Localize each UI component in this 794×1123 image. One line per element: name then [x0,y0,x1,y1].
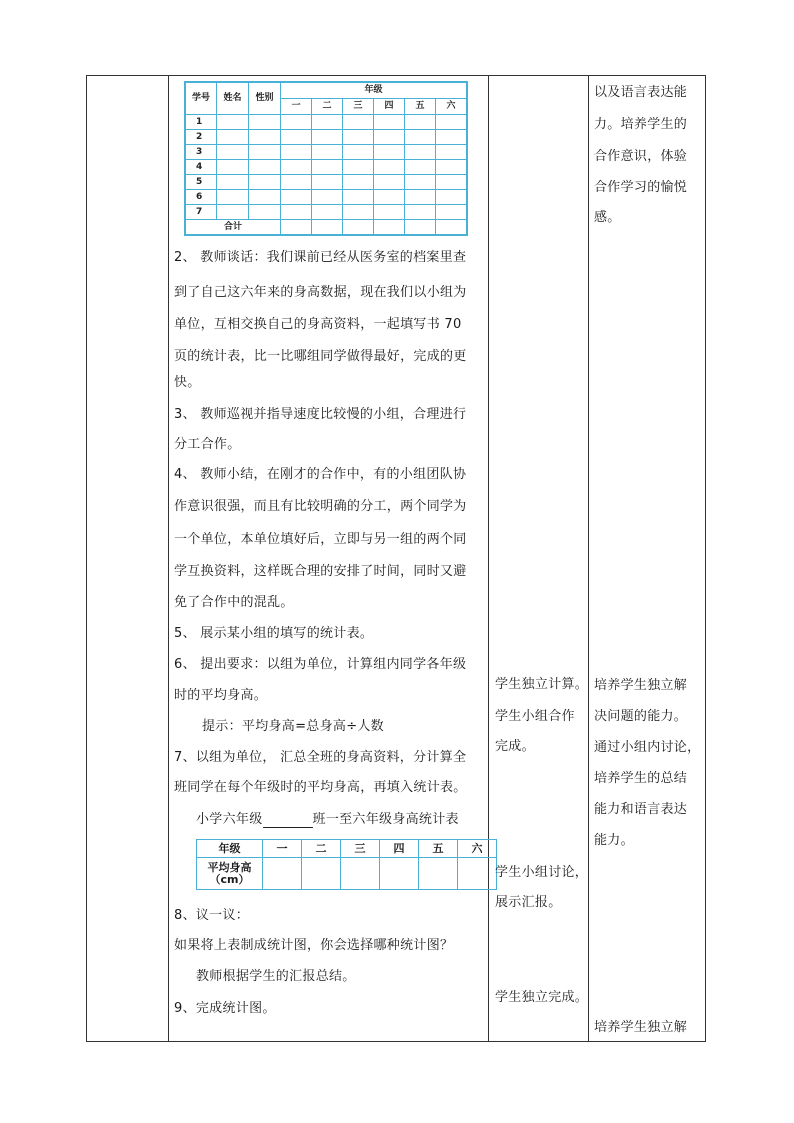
average-height-table [196,839,497,890]
grade-6: 六 [436,99,468,115]
caption-after: 班一至六年级身高统计表 [312,812,459,827]
grade-2: 二 [312,99,343,115]
activity-p6-line2: 时的平均身高。 [174,688,268,703]
activity-p4-line5: 免了合作中的混乱。 [174,595,294,610]
grade-1: 一 [281,99,312,115]
table-caption [196,812,459,828]
avg-grade-6: 六 [458,840,497,858]
column-divider-3 [588,76,589,1041]
activity-p2-line5: 快。 [174,375,201,390]
activity-p3-line1: 3、 教师巡视并指导速度比较慢的小组，合理进行 [174,407,467,422]
activity-p4-line1: 4、 教师小结，在刚才的合作中，有的小组团队协 [174,467,467,482]
intent-top-line5: 感。 [594,210,621,225]
table-row: 2 [185,130,467,145]
student-a4: 学生独立完成。 [495,990,589,1005]
intent-mid-line6: 能力。 [594,833,634,848]
activity-p4-line3: 一个单位，本单位填好后，立即与另一组的两个同 [174,532,467,547]
avg-grade-2: 二 [302,840,341,858]
caption-before: 小学六年级 [196,812,263,827]
avg-grade-3: 三 [341,840,380,858]
table-row: 6 [185,190,467,205]
intent-mid-line5: 能力和语言表达 [594,802,688,817]
avg-grade-5: 五 [419,840,458,858]
intent-top-line3: 合作意识，体验 [594,149,688,164]
caption-blank [263,815,313,828]
activity-p8-line2: 如果将上表制成统计图，你会选择哪种统计图？ [174,938,454,953]
student-a2-line2: 完成。 [495,739,535,754]
total-row [185,220,467,236]
activity-p6-line1: 6、 提出要求：以组为单位，计算组内同学各年级 [174,657,467,672]
activity-p2-line3: 单位，互相交换自己的身高资料，一起填写书 70 [174,317,462,332]
intent-top-line4: 合作学习的愉悦 [594,180,688,195]
activity-p3-line2: 分工合作。 [174,437,241,452]
activity-summary: 教师根据学生的汇报总结。 [196,969,356,984]
intent-mid-line2: 决问题的能力。 [594,709,688,724]
avg-grade-1: 一 [263,840,302,858]
student-a3-line2: 展示汇报。 [495,895,562,910]
intent-top-line2: 力。培养学生的 [594,117,688,132]
avg-row2-label: 平均身高 （cm） [197,858,263,890]
avg-row1-label: 年级 [197,840,263,858]
avg-grade-4: 四 [380,840,419,858]
intent-mid-line4: 培养学生的总结 [594,771,688,786]
grade-4: 四 [374,99,405,115]
table-row: 1 [185,115,467,130]
header-student-id: 学号 [185,82,217,115]
activity-p9: 9、完成统计图。 [174,1001,276,1016]
table-row: 4 [185,160,467,175]
activity-p4-line4: 学互换资料，这样既合理的安排了时间，同时又避 [174,564,467,579]
student-height-table [184,81,468,236]
table-row: 7 [185,205,467,220]
intent-top-line1: 以及语言表达能 [594,85,688,100]
activity-p2-line2: 到了自己这六年来的身高数据，现在我们以小组为 [174,285,467,300]
intent-mid-line3: 通过小组内讨论， [594,740,701,755]
column-divider-2 [488,76,489,1041]
activity-p4-line2: 作意识很强，而且有比较明确的分工，两个同学为 [174,499,467,514]
header-grade: 年级 [281,82,468,99]
activity-p7-line1: 7、以组为单位， 汇总全班的身高资料，分计算全 [174,750,467,765]
header-gender: 性别 [249,82,281,115]
activity-p8-line1: 8、议一议： [174,908,250,923]
student-a3-line1: 学生小组讨论， [495,865,589,880]
table-row: 3 [185,145,467,160]
intent-bottom: 培养学生独立解 [594,1020,688,1035]
grade-5: 五 [405,99,436,115]
activity-p7-line2: 班同学在每个年级时的平均身高，再填入统计表。 [174,780,467,795]
activity-hint: 提示：平均身高=总身高÷人数 [202,719,384,734]
intent-mid-line1: 培养学生独立解 [594,678,688,693]
column-divider-1 [168,76,169,1041]
student-a2-line1: 学生小组合作 [495,709,575,724]
activity-p2-line1: 2、 教师谈话：我们课前已经从医务室的档案里查 [174,250,467,265]
grade-3: 三 [343,99,374,115]
total-label: 合计 [185,220,281,236]
activity-p2-line4: 页的统计表，比一比哪组同学做得最好，完成的更 [174,349,467,364]
student-a1: 学生独立计算。 [495,677,589,692]
table-row: 5 [185,175,467,190]
header-name: 姓名 [217,82,249,115]
activity-p5: 5、 展示某小组的填写的统计表。 [174,626,374,641]
